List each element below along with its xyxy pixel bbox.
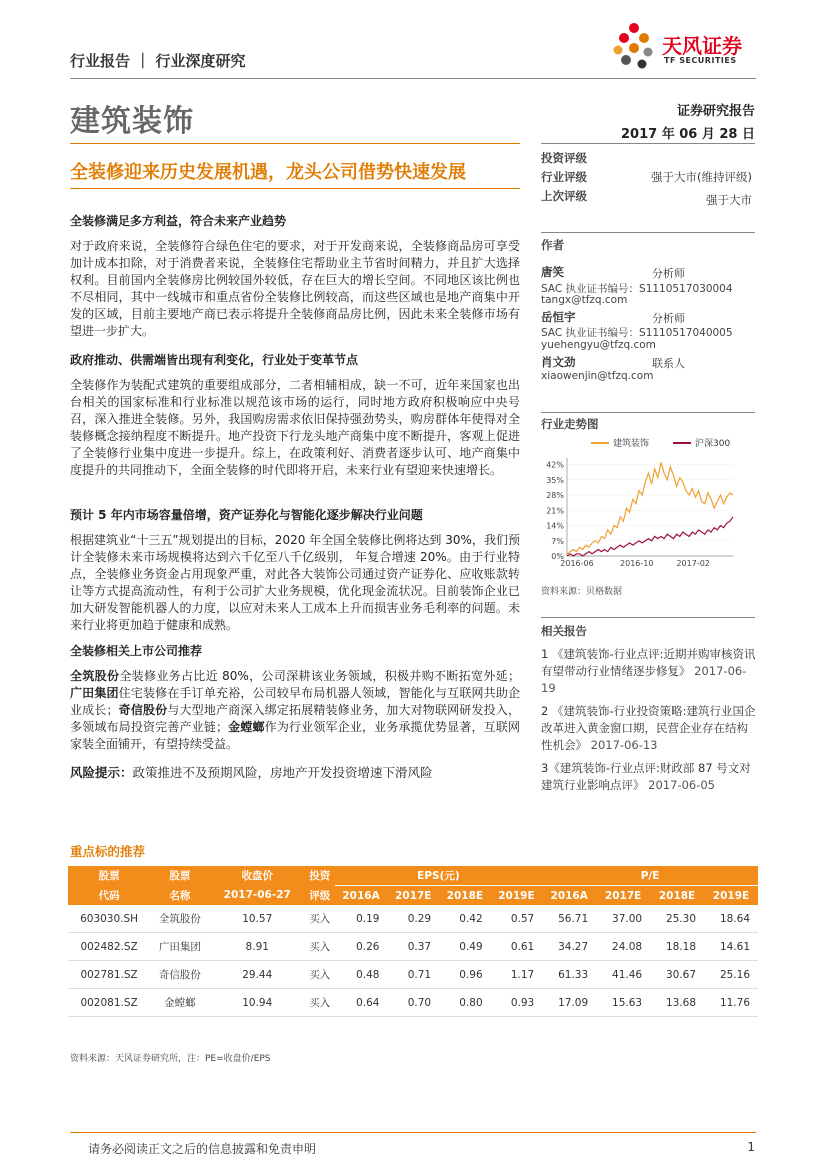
- table-cell: 25.16: [704, 961, 758, 989]
- author-role-3: 联系人: [652, 357, 685, 370]
- author-role-1: 分析师: [652, 267, 685, 280]
- table-cell: 0.49: [439, 933, 491, 961]
- industry-rating-value: 强于大市(维持评级): [651, 170, 752, 184]
- table-cell: 603030.SH: [68, 905, 150, 933]
- author-email-2[interactable]: yuehengyu@tfzq.com: [541, 339, 656, 351]
- table-cell: 0.80: [439, 989, 491, 1017]
- related-title: 相关报告: [541, 624, 587, 638]
- table-header-row-2: [68, 886, 758, 906]
- y-tick-label: 14%: [546, 521, 564, 531]
- table-cell: 61.33: [542, 961, 596, 989]
- rating-title: 投资评级: [541, 151, 587, 165]
- y-tick-label: 35%: [546, 475, 564, 485]
- table-cell: 0.26: [335, 933, 388, 961]
- table-cell: 41.46: [596, 961, 650, 989]
- x-tick-label: 2017-02: [676, 559, 710, 568]
- table-title: 重点标的推荐: [70, 844, 146, 859]
- col-header: 代码: [68, 886, 150, 906]
- section-title-1: 全装修满足多方利益，符合未来产业趋势: [70, 214, 287, 228]
- table-cell: 29.44: [210, 961, 305, 989]
- related-report-1[interactable]: 1 《建筑装饰-行业点评:近期并购审核资讯有望带动行业情绪逐步修复》 2017-06-19: [541, 647, 756, 695]
- y-tick-label: 7%: [551, 536, 564, 546]
- col-header: 收盘价: [210, 866, 305, 886]
- col-header: 2019E: [704, 886, 758, 906]
- table-cell: 0.71: [388, 961, 440, 989]
- risk-label: 风险提示：: [70, 765, 133, 780]
- col-header: 股票: [68, 866, 150, 886]
- table-cell: 18.64: [704, 905, 758, 933]
- col-header: 2018E: [439, 886, 491, 906]
- col-header: 2016A: [542, 886, 596, 906]
- author-name-2: 岳恒宇: [541, 310, 576, 324]
- tf-logo-icon: [612, 22, 656, 72]
- stock-name-guangtian: 广田集团: [70, 686, 119, 700]
- section-body-4: 全筑股份全装修业务占比近 80%，公司深耕该业务领域，积极并购不断拓宽外延；广田集团住宅装修在手订单充裕，公司较早布局机器人领域，智能化与互联网共助企业成长；奇信股份与大型地产商深入绑定拓展精装修业务，加大对物联网研发投入，多领域布局投资完善产业链；金螳螂作为行业领军企业，业务承揽优势显著，互联网家装全面铺开，有望持续受益。: [70, 669, 520, 751]
- author-cert-1: SAC 执业证书编号：S1110517030004: [541, 283, 733, 295]
- table-cell: 10.57: [210, 905, 305, 933]
- col-header: 2017-06-27: [210, 886, 305, 906]
- previous-rating-label: 上次评级: [541, 189, 587, 203]
- table-cell: 0.70: [388, 989, 440, 1017]
- sector-divider: [70, 143, 520, 144]
- report-headline: 全装修迎来历史发展机遇，龙头公司借势快速发展: [70, 162, 466, 183]
- col-header: 2019E: [491, 886, 543, 906]
- header-divider: [70, 78, 756, 79]
- table-cell: 0.42: [439, 905, 491, 933]
- col-header: 2017E: [388, 886, 440, 906]
- table-row: [68, 961, 758, 989]
- col-header: 评级: [305, 886, 335, 906]
- table-cell: 002781.SZ: [68, 961, 150, 989]
- section-title-2: 政府推动、供需端皆出现有利变化，行业处于变革节点: [70, 353, 359, 367]
- author-email-1[interactable]: tangx@tfzq.com: [541, 294, 628, 306]
- table-cell: 全筑股份: [150, 905, 210, 933]
- legend-label: 沪深300: [695, 439, 731, 449]
- col-header: 名称: [150, 886, 210, 906]
- table-cell: 8.91: [210, 933, 305, 961]
- headline-divider: [70, 188, 520, 189]
- table-cell: 0.19: [335, 905, 388, 933]
- table-cell: 10.94: [210, 989, 305, 1017]
- stock-name-quanzhu: 全筑股份: [70, 669, 120, 683]
- trend-source: 资料来源：贝格数据: [541, 587, 623, 597]
- table-row: [68, 905, 758, 933]
- table-cell: 0.96: [439, 961, 491, 989]
- table-cell: 买入: [305, 989, 335, 1017]
- brand-name: 天风证券: [662, 34, 742, 58]
- table-header-row-1: [68, 866, 758, 886]
- author-cert-2: SAC 执业证书编号：S1110517040005: [541, 327, 733, 339]
- table-cell: 24.08: [596, 933, 650, 961]
- table-cell: 广田集团: [150, 933, 210, 961]
- x-tick-label: 2016-06: [560, 559, 594, 568]
- table-cell: 56.71: [542, 905, 596, 933]
- author-name-3: 肖文劲: [541, 355, 576, 369]
- table-cell: 0.37: [388, 933, 440, 961]
- previous-rating-value: 强于大市: [706, 193, 752, 207]
- trend-title: 行业走势图: [541, 417, 599, 431]
- report-type: 证券研究报告: [676, 104, 755, 119]
- table-cell: 18.18: [650, 933, 704, 961]
- table-cell: 17.09: [542, 989, 596, 1017]
- report-date: 2017 年 06 月 28 日: [621, 127, 755, 142]
- legend-label: 建筑装饰: [613, 439, 650, 449]
- table-cell: 002482.SZ: [68, 933, 150, 961]
- section-body-1: 对于政府来说，全装修符合绿色住宅的要求，对于开发商来说，全装修商品房可享受加计成本扣除，对于消费者来说，全装修住宅帮助业主节省时间精力，并且扩大选择权利。目前国内全装修房比例较国外较低，存在巨大的增长空间。不同地区该比例也不尽相同，其中一线城市和重点省份全装修比例较高，而这些区域也是地产商集中开发的区域，目前主要地产商已表示将提升全装修商品房比例，因此未来全装修市场有望进一步扩大。: [70, 239, 520, 338]
- author-divider: [541, 232, 755, 233]
- recommended-stocks-table: [68, 866, 758, 1017]
- col-header-pe: P/E: [542, 866, 758, 886]
- table-cell: 1.17: [491, 961, 543, 989]
- table-row: [68, 989, 758, 1017]
- table-cell: 买入: [305, 961, 335, 989]
- table-cell: 0.57: [491, 905, 543, 933]
- author-name-1: 唐笑: [541, 265, 564, 279]
- sector-title: 建筑装饰: [70, 104, 194, 139]
- table-cell: 30.67: [650, 961, 704, 989]
- section-body-2: 全装修作为装配式建筑的重要组成部分，二者相辅相成，缺一不可，近年来国家也出台相关的国家标准和行业标准以规范该市场的运行，同时地方政府积极响应中央号召，深入推进全装修。另外，我国购房需求依旧保持强劲势头，购房群体年使得对全装修概念接纳程度不断提升。地产投资下行龙头地产商集中度不断提升，客观上促进了全装修行业集中度进一步提升。综上，在政策利好、消费者逐步认可、地产商集中度提升的共同推动下，全面全装修的时代即将开启，未来行业有望迎来快速增长。: [70, 378, 520, 477]
- table-footnote: 资料来源：天风证券研究所，注：PE=收盘价/EPS: [70, 1054, 271, 1064]
- table-row: [68, 933, 758, 961]
- table-cell: 买入: [305, 905, 335, 933]
- table-cell: 买入: [305, 933, 335, 961]
- table-cell: 奇信股份: [150, 961, 210, 989]
- table-cell: 0.64: [335, 989, 388, 1017]
- table-cell: 15.63: [596, 989, 650, 1017]
- col-header: 股票: [150, 866, 210, 886]
- page-number: 1: [747, 1140, 755, 1154]
- footer-divider: [70, 1132, 756, 1133]
- authors-title: 作者: [541, 238, 564, 252]
- footer-disclaimer: 请务必阅读正文之后的信息披露和免责申明: [88, 1142, 317, 1156]
- table-cell: 13.68: [650, 989, 704, 1017]
- section-body-3: 根据建筑业“十三五”规划提出的目标，2020 年全国全装修比例将达到 30%，我们预计全装修未来市场规模将达到六千亿至八千亿级别， 年复合增速 20%。由于行业特点，全装修业务资金占用现象严重，对此各大装饰公司通过资产证券化、应收账款转让等方式提高流动性，有利于公司扩大业务规模，优化现金流状况。目前装饰企业已加大研发智能机器人的力度，以应对未来人工成本上升而损害业务毛利率的问题。未来行业将更加趋于健康和成熟。: [70, 533, 520, 632]
- related-report-3[interactable]: 3《建筑装饰-行业点评:财政部 87 号文对建筑行业影响点评》 2017-06-05: [541, 761, 751, 792]
- stock-name-jintanglang: 金螳螂: [228, 720, 265, 734]
- related-report-2[interactable]: 2 《建筑装饰-行业投资策略:建筑行业国企改革进入黄金窗口期，民营企业存在结构性机会》 2017-06-13: [541, 704, 756, 752]
- table-cell: 金螳螂: [150, 989, 210, 1017]
- col-header: 投资: [305, 866, 335, 886]
- table-cell: 11.76: [704, 989, 758, 1017]
- author-email-3[interactable]: xiaowenjin@tfzq.com: [541, 370, 654, 382]
- report-category: 行业报告 ｜ 行业深度研究: [70, 52, 246, 70]
- author-role-2: 分析师: [652, 312, 685, 325]
- table-cell: 37.00: [596, 905, 650, 933]
- table-cell: 0.48: [335, 961, 388, 989]
- table-cell: 14.61: [704, 933, 758, 961]
- rating-divider: [541, 143, 755, 144]
- industry-trend-chart: [541, 434, 741, 574]
- table-cell: 0.61: [491, 933, 543, 961]
- y-tick-label: 28%: [546, 491, 564, 501]
- table-cell: 0.29: [388, 905, 440, 933]
- y-tick-label: 42%: [546, 460, 564, 470]
- industry-rating-label: 行业评级: [541, 170, 587, 184]
- related-divider: [541, 617, 755, 618]
- y-tick-label: 0%: [551, 552, 564, 561]
- trend-divider: [541, 412, 755, 413]
- section-title-3: 预计 5 年内市场容量倍增，资产证券化与智能化逐步解决行业问题: [70, 508, 423, 522]
- brand-logo: [612, 22, 762, 72]
- series-line-1: [567, 517, 733, 556]
- risk-warning: 风险提示：政策推进不及预期风险，房地产开发投资增速下滑风险: [70, 765, 433, 780]
- table-cell: 25.30: [650, 905, 704, 933]
- col-header-eps: EPS(元): [335, 866, 543, 886]
- col-header: 2017E: [596, 886, 650, 906]
- table-cell: 34.27: [542, 933, 596, 961]
- col-header: 2018E: [650, 886, 704, 906]
- table-cell: 0.93: [491, 989, 543, 1017]
- brand-subtitle: TF SECURITIES: [664, 56, 737, 65]
- x-tick-label: 2016-10: [620, 559, 654, 568]
- stock-name-qixin: 奇信股份: [118, 703, 168, 717]
- section-title-4: 全装修相关上市公司推荐: [70, 644, 203, 658]
- y-tick-label: 21%: [546, 506, 564, 516]
- table-cell: 002081.SZ: [68, 989, 150, 1017]
- col-header: 2016A: [335, 886, 388, 906]
